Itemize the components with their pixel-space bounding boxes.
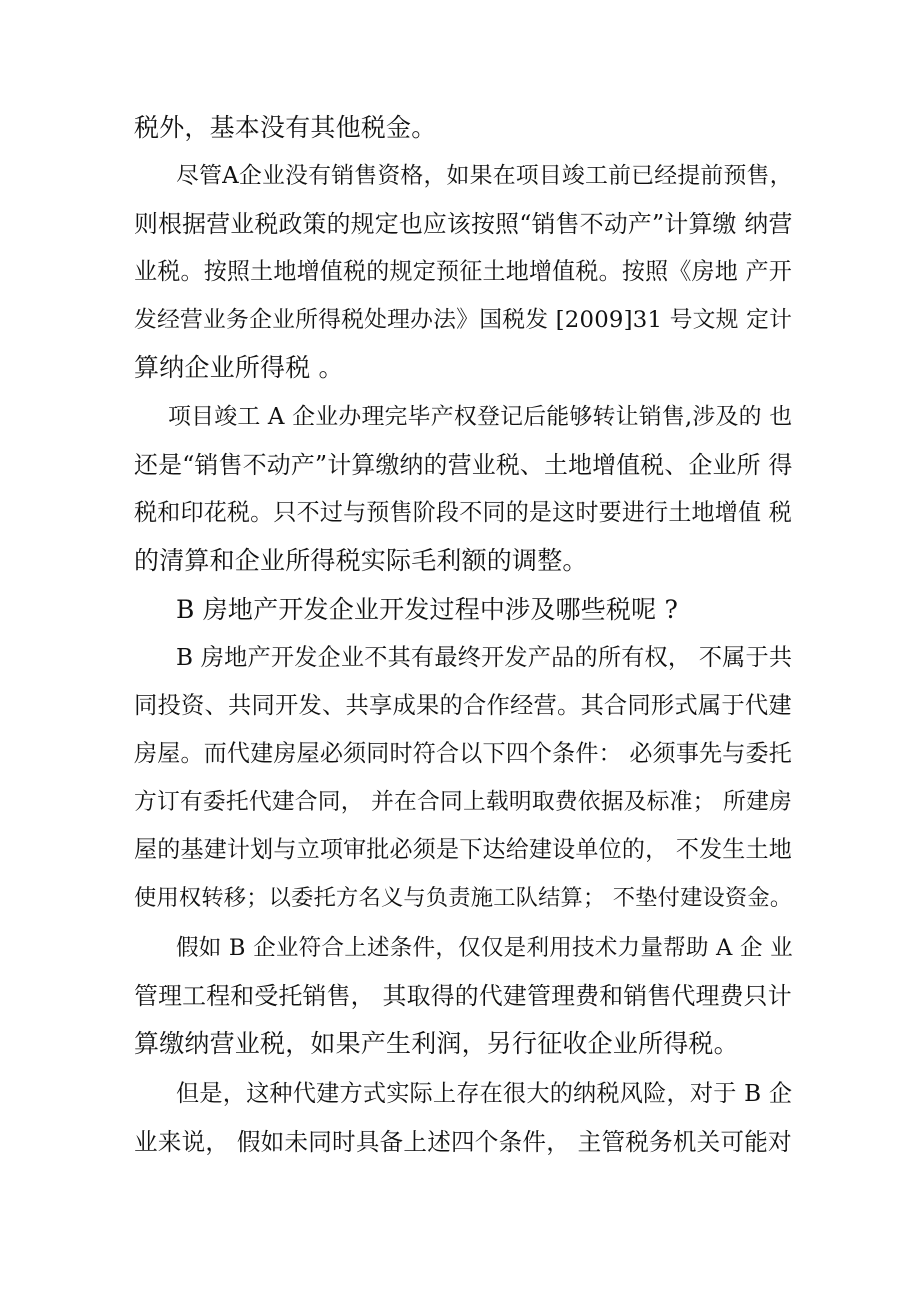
text-line: 税外，基本没有其他税金。: [134, 113, 437, 142]
text-line: 同投资、共同开发、共享成果的合作经营。其合同形式属于代建: [134, 692, 792, 719]
text-line: B 房地产开发企业开发过程中涉及哪些税呢 ?: [176, 595, 679, 624]
text-line: 算纳企业所得税 。: [134, 353, 344, 382]
text-line: 发经营业务企业所得税处理办法》国税发 [2009]31 号文规 定计: [134, 307, 793, 333]
text-line: 使用权转移；以委托方名义与负责施工队结算； 不垫付建设资金。: [134, 885, 793, 911]
text-line: 但是，这种代建方式实际上存在很大的纳税风险，对于 B 企: [176, 1081, 793, 1107]
text-line: 屋的基建计划与立项审批必须是下达给建设单位的， 不发生土地: [134, 837, 792, 863]
text-line: 项目竣工 A 企业办理完毕产权登记后能够转让销售,涉及的 也: [168, 404, 793, 430]
text-line: 税和印花税。只不过与预售阶段不同的是这时要进行土地增值 税: [134, 500, 792, 526]
text-line: 的清算和企业所得税实际毛利额的调整。: [134, 546, 588, 575]
text-line: 业来说， 假如未同时具备上述四个条件， 主管税务机关可能对: [134, 1128, 792, 1156]
text-line: B 房地产开发企业不其有最终开发产品的所有权， 不属于共: [176, 645, 793, 671]
text-line: 管理工程和受托销售， 其取得的代建管理费和销售代理费只计: [134, 982, 792, 1010]
text-line: 尽管A企业没有销售资格，如果在项目竣工前已经提前预售，: [176, 163, 793, 189]
text-line: 方订有委托代建合同， 并在合同上载明取费依据及标准； 所建房: [134, 789, 792, 815]
text-line: 则根据营业税政策的规定也应该按照“销售不动产”计算缴 纳营: [134, 210, 793, 238]
text-line: 还是“销售不动产”计算缴纳的营业税、土地增值税、企业所 得: [134, 451, 793, 479]
text-line: 假如 B 企业符合上述条件，仅仅是利用技术力量帮助 A 企 业: [176, 935, 793, 961]
text-line: 算缴纳营业税，如果产生利润，另行征收企业所得税。: [134, 1029, 739, 1058]
text-line: 房屋。而代建房屋必须同时符合以下四个条件： 必须事先与委托: [134, 741, 792, 767]
text-line: 业税。按照土地增值税的规定预征土地增值税。按照《房地 产开: [134, 259, 792, 285]
